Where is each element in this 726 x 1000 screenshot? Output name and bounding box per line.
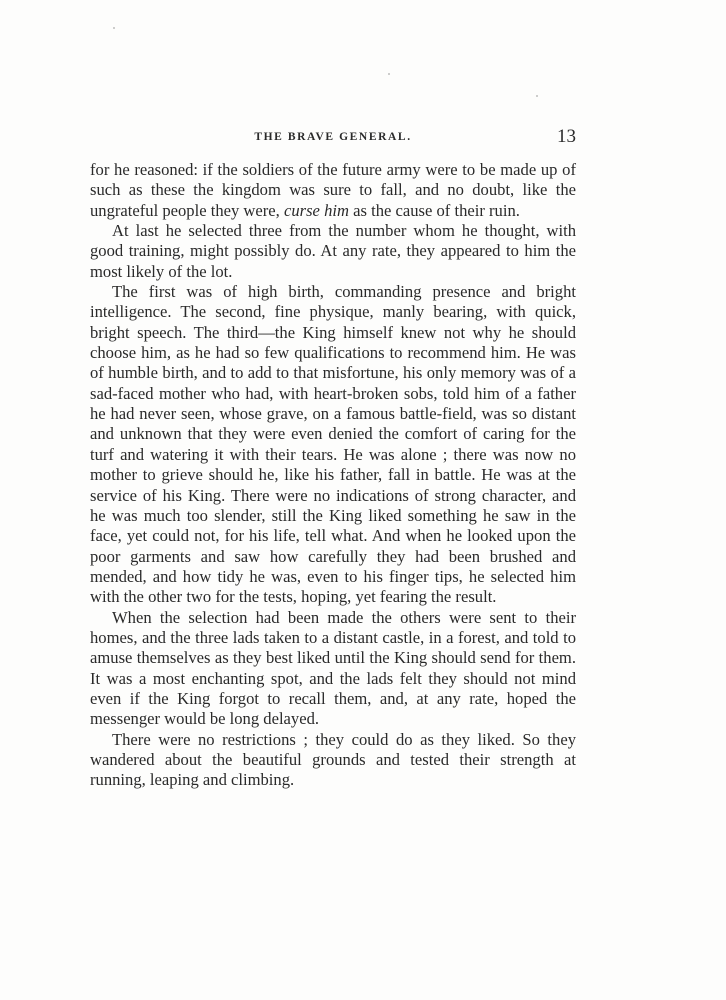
paragraph-2: At last he selected three from the number whom he thought, with good training, might possibly do. At any rate, they appeared to him the most likely of the lot. xyxy=(90,221,576,281)
paragraph-5: There were no restrictions ; they could do as they liked. So they wandered about the beautiful grounds and tested their strength at running, leaping and climbing. xyxy=(90,729,576,790)
paragraph-1 xyxy=(90,160,576,221)
running-head xyxy=(90,128,576,150)
paragraph-1-emphasis: curse him xyxy=(283,200,349,220)
paragraph-1-text-after: as the cause of their ruin. xyxy=(348,200,520,220)
paragraph-4: When the selection had been made the others were sent to their homes, and the three lads taken to a distant castle, in a forest, and told to amuse themselves as they best liked until the King should send for them. It was a most enchanting spot, and the lads felt they should not mind even if the King forgot to recall them, and, at any rate, hoped the messenger would be long delayed. xyxy=(90,607,576,729)
paragraph-3: The first was of high birth, commanding presence and bright intelligence. The second, fine physique, manly bearing, with quick, bright speech. The third—the King himself knew not why he should choose him, as he had so few qualifications to recommend him. He was of humble birth, and to add to that misfortune, his only memory was of a sad-faced mother who had, with heart-broken sobs, told him of a father he had never seen, whose grave, on a famous battle-field, was so distant and unknown that they were even denied the comfort of caring for the turf and watering it with their tears. He was alone ; there was now no mother to grieve should he, like his father, fall in battle. He was at the service of his King. There were no indications of strong character, and he was much too slender, still the King liked something he saw in the face, yet could not, for his life, tell what. And when he looked upon the poor garments and saw how carefully they had been brushed and mended, and how tidy he was, even to his finger tips, he selected him with the other two for the tests, hoping, yet fearing the result. xyxy=(90,282,576,607)
body-text xyxy=(90,160,576,791)
page-number: 13 xyxy=(557,126,576,147)
paper-speck xyxy=(388,73,390,75)
paper-speck xyxy=(536,95,538,97)
paper-speck xyxy=(113,27,115,29)
paragraph-1-text-before: for he reasoned: if the soldiers of the future army were to be made up of such as these the kingdom was sure to fall, and no doubt, like the ungrateful people they were, xyxy=(90,160,576,220)
running-title: THE BRAVE GENERAL. xyxy=(254,131,412,143)
